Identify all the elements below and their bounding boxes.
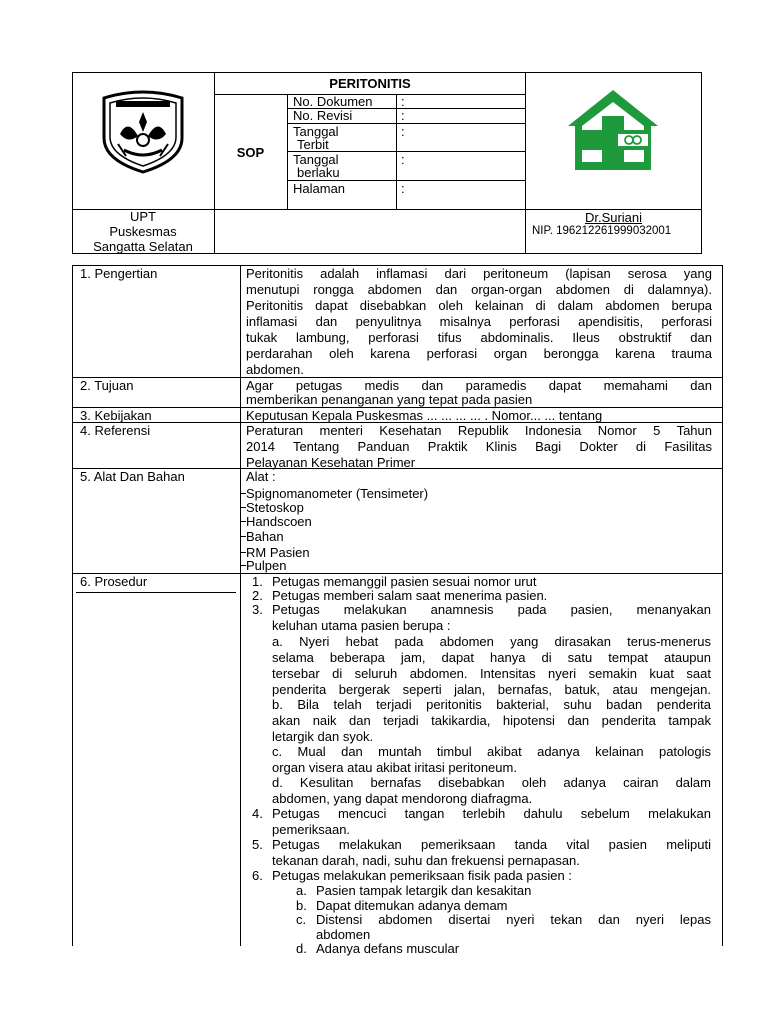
step-text: Pasien tampak letargik dan kesakitan xyxy=(316,883,532,898)
text-line: Peritonitis dapat disebabkan oleh kelainan di dalam abdomen berupa xyxy=(246,298,712,313)
step-text: Petugas memanggil pasien sesuai nomor urut xyxy=(272,574,537,589)
step-text: tersebar di seluruh abdomen. Intensitas nyeri semakin kuat saat xyxy=(272,666,711,681)
step-number: 1. xyxy=(252,574,263,589)
text-line: tukak lambung, perforasi tifus abdominalis. Ileus obstruktif dan xyxy=(246,330,712,345)
sop-label: SOP xyxy=(236,145,265,160)
meta-colon: : xyxy=(401,124,405,139)
step-text: a. Nyeri hebat pada abdomen yang dirasakan terus-menerus xyxy=(272,634,711,649)
meta-label-berlaku-2: berlaku xyxy=(297,165,340,180)
list-item: Pulpen xyxy=(246,558,287,573)
meta-label-berlaku-1: Tanggal xyxy=(293,152,339,167)
label-pengertian: 1. Pengertian xyxy=(80,266,158,281)
step-text: Petugas melakukan pemeriksaan fisik pada pasien : xyxy=(272,868,572,883)
text-line: perdarahan oleh karena perforasi organ berongga karena trauma xyxy=(246,346,712,361)
label-alat-bahan: 5. Alat Dan Bahan xyxy=(80,469,185,484)
step-text: Petugas mencuci tangan terlebih dahulu sebelum melakukan xyxy=(272,806,711,821)
step-text: selama beberapa jam, dapat hanya di satu tempat ataupun xyxy=(272,650,711,665)
text-line: 2014 Tentang Panduan Praktik Klinis Bagi Dokter di Fasilitas xyxy=(246,439,712,454)
meta-colon: : xyxy=(401,94,405,109)
step-text: penderita bergerak seperti jalan, bernafas, batuk, atau mengejan. xyxy=(272,682,711,697)
signer-name: Dr.Suriani xyxy=(584,210,643,225)
meta-label-dokumen: No. Dokumen xyxy=(293,94,373,109)
list-item: Stetoskop xyxy=(246,500,304,515)
step-text: tekanan darah, nadi, suhu dan frekuensi pernapasan. xyxy=(272,853,580,868)
list-item: Handscoen xyxy=(246,514,312,529)
text-line: Pelayanan Kesehatan Primer xyxy=(246,455,416,470)
step-text: abdomen, yang dapat mendorong diafragma. xyxy=(272,791,533,806)
meta-label-terbit-1: Tanggal xyxy=(293,124,339,139)
step-number: 3. xyxy=(252,602,263,617)
step-text: keluhan utama pasien berupa : xyxy=(272,618,451,633)
list-item: RM Pasien xyxy=(246,545,310,560)
step-number: a. xyxy=(296,883,307,898)
step-text: pemeriksaan. xyxy=(272,822,351,837)
text-line: Agar petugas medis dan paramedis dapat memahami dan xyxy=(246,378,712,393)
step-number: 4. xyxy=(252,806,263,821)
step-text: akan naik dan terjadi takikardia, hipotensi dan penderita tampak xyxy=(272,713,711,728)
meta-colon: : xyxy=(401,108,405,123)
text-line: Peraturan menteri Kesehatan Republik Indonesia Nomor 5 Tahun xyxy=(246,423,712,438)
list-item: Alat : xyxy=(246,469,276,484)
document-title: PERITONITIS xyxy=(329,76,411,91)
step-text: organ visera atau akibat iritasi peritoneum. xyxy=(272,760,517,775)
step-number: d. xyxy=(296,941,307,956)
label-tujuan: 2. Tujuan xyxy=(80,378,134,393)
step-number: 5. xyxy=(252,837,263,852)
step-number: 2. xyxy=(252,588,263,603)
text-line: memberikan penanganan yang tepat pada pasien xyxy=(246,392,533,407)
meta-label-halaman: Halaman xyxy=(293,181,346,196)
step-number: c. xyxy=(296,912,307,927)
step-text: Petugas melakukan anamnesis pada pasien, menanyakan xyxy=(272,602,711,617)
meta-label-revisi: No. Revisi xyxy=(293,108,353,123)
step-text: abdomen xyxy=(316,927,371,942)
step-text: b. Bila telah terjadi peritonitis bakterial, suhu badan penderita xyxy=(272,697,711,712)
text-line: Keputusan Kepala Puskesmas ... ... ... ... . Nomor... ... tentang xyxy=(246,408,603,423)
regency-emblem-logo xyxy=(98,88,188,174)
step-number: b. xyxy=(296,898,307,913)
org-line-puskesmas: Puskesmas xyxy=(109,224,177,239)
step-text: Distensi abdomen disertai nyeri tekan dan nyeri lepas xyxy=(316,912,711,927)
text-line: Peritonitis adalah inflamasi dari peritoneum (lapisan serosa yang xyxy=(246,266,712,281)
meta-colon: : xyxy=(401,181,405,196)
meta-colon: : xyxy=(401,152,405,167)
step-text: Dapat ditemukan adanya demam xyxy=(316,898,508,913)
org-line-upt: UPT xyxy=(130,209,156,224)
text-line: menutupi rongga abdomen dan organ-organ abdomen di dalamnya). xyxy=(246,282,712,297)
step-text: Adanya defans muscular xyxy=(316,941,460,956)
meta-label-terbit-2: Terbit xyxy=(297,137,329,152)
label-kebijakan: 3. Kebijakan xyxy=(80,408,152,423)
org-line-location: Sangatta Selatan xyxy=(93,239,193,254)
text-line: abdomen. xyxy=(246,362,304,377)
list-item: Spignomanometer (Tensimeter) xyxy=(246,486,429,501)
label-prosedur: 6. Prosedur xyxy=(80,574,148,589)
signer-nip: NIP. 196212261999032001 xyxy=(532,225,672,237)
step-number: 6. xyxy=(252,868,263,883)
list-item: Bahan xyxy=(246,529,284,544)
puskesmas-logo xyxy=(566,88,660,172)
step-text: c. Mual dan muntah timbul akibat adanya kelainan patologis xyxy=(272,744,711,759)
step-text: d. Kesulitan bernafas disebabkan oleh adanya cairan dalam xyxy=(272,775,711,790)
label-referensi: 4. Referensi xyxy=(80,423,151,438)
text-line: inflamasi dan penyulitnya misalnya perforasi apendisitis, perforasi xyxy=(246,314,712,329)
step-text: letargik dan syok. xyxy=(272,729,374,744)
step-text: Petugas memberi salam saat menerima pasien. xyxy=(272,588,548,603)
step-text: Petugas melakukan pemeriksaan tanda vital pasien meliputi xyxy=(272,837,711,852)
